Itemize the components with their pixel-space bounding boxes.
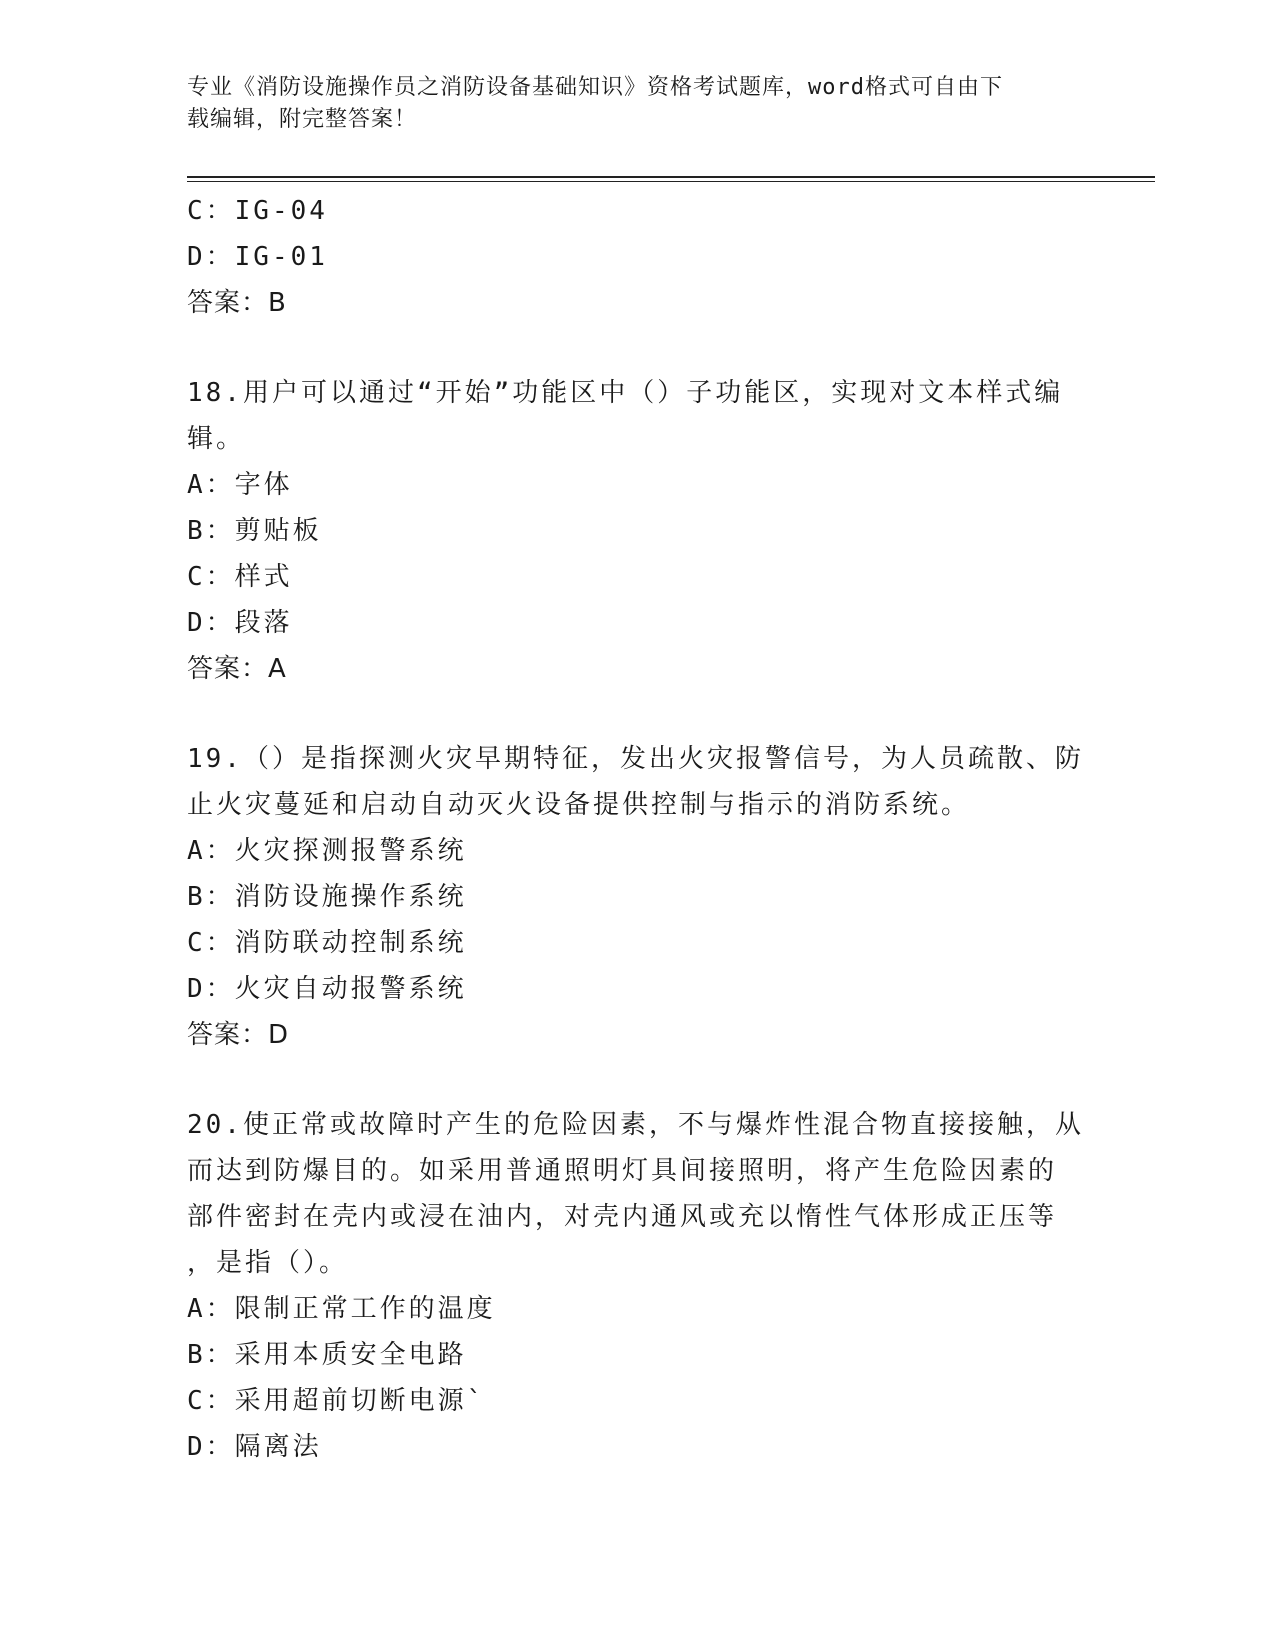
question-text: ，是指（）。 [187,1248,349,1278]
option-d: D：隔离法 [187,1432,322,1462]
answer-line: 答案：A [187,654,287,684]
header-rule-thin [187,181,1155,182]
document-header [187,72,1087,136]
option-d: D：火灾自动报警系统 [187,974,467,1004]
option-a: A：火灾探测报警系统 [187,836,467,866]
question-text: 辑。 [187,424,246,454]
option-a: A：字体 [187,470,293,500]
question-gap [187,1058,1087,1102]
question-list [187,188,1087,1470]
option-c: C：样式 [187,562,293,592]
question-text: 而达到防爆目的。如采用普通照明灯具间接照明，将产生危险因素的 [187,1156,1058,1186]
question-gap [187,692,1087,736]
option-b: B：消防设施操作系统 [187,882,467,912]
option-c: C：消防联动控制系统 [187,928,467,958]
question-text: 20.使正常或故障时产生的危险因素，不与爆炸性混合物直接接触，从 [187,1110,1084,1140]
header-line-1: 专业《消防设施操作员之消防设备基础知识》资格考试题库，word格式可自由下 [187,75,1003,100]
option-c: C：采用超前切断电源` [187,1386,486,1416]
answer-line: 答案：D [187,1020,290,1050]
question-text: 部件密封在壳内或浸在油内，对壳内通风或充以惰性气体形成正压等 [187,1202,1058,1232]
question-text: 18.用户可以通过“开始”功能区中（）子功能区，实现对文本样式编 [187,378,1064,408]
question-text: 止火灾蔓延和启动自动灭火设备提供控制与指示的消防系统。 [187,790,971,820]
option-d: D：IG-01 [187,242,328,272]
option-d: D：段落 [187,608,293,638]
header-rule-thick [187,176,1155,178]
option-c: C：IG-04 [187,196,328,226]
option-b: B：采用本质安全电路 [187,1340,467,1370]
question-gap [187,326,1087,370]
header-line-2: 载编辑，附完整答案！ [187,107,418,132]
option-b: B：剪贴板 [187,516,322,546]
answer-line: 答案：B [187,288,287,318]
question-text: 19.（）是指探测火灾早期特征，发出火灾报警信号，为人员疏散、防 [187,744,1084,774]
option-a: A：限制正常工作的温度 [187,1294,496,1324]
